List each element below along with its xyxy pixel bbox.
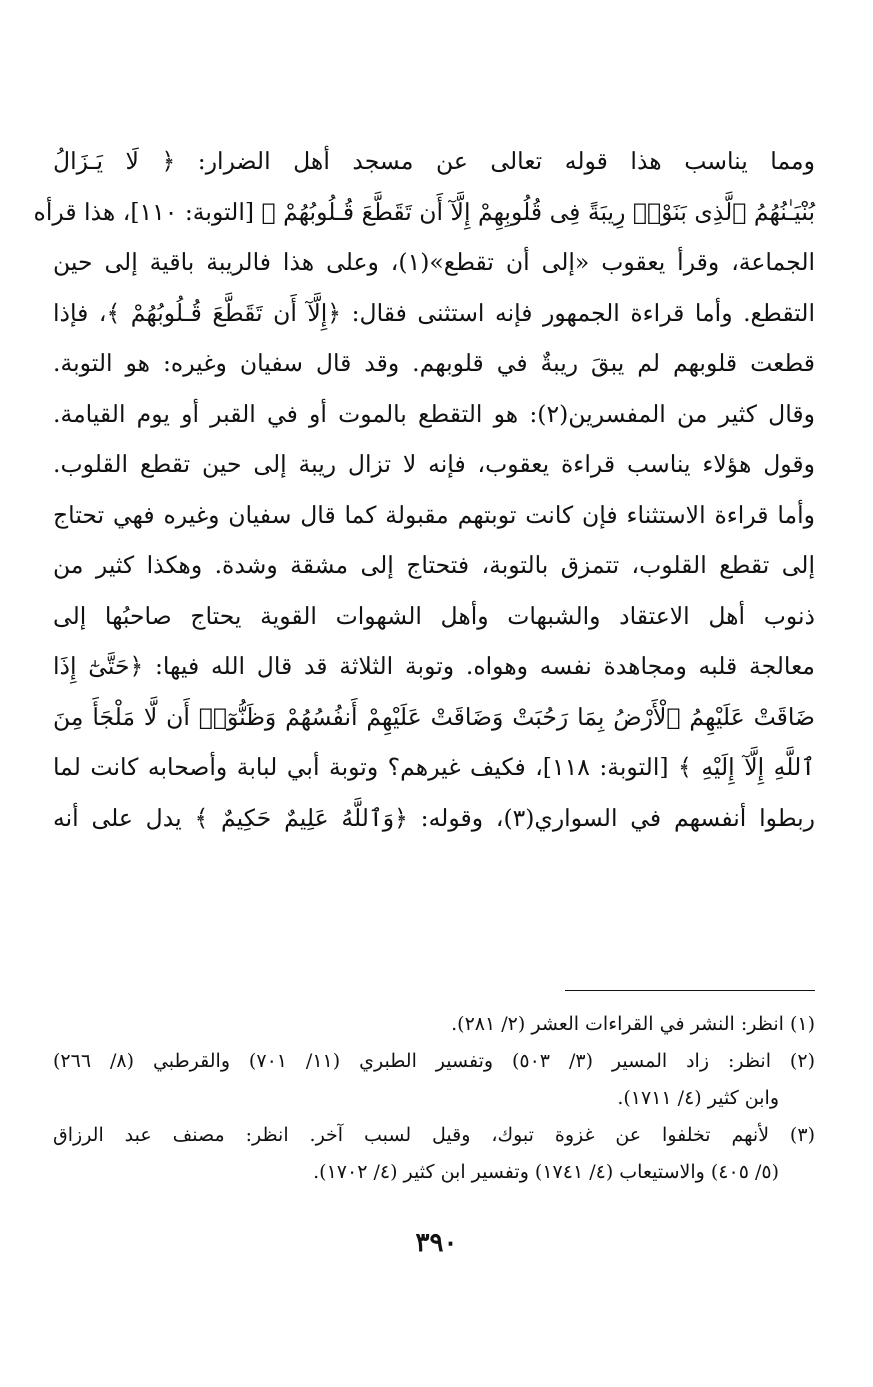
text-line: التقطع. وأما قراءة الجمهور فإنه استثنى فقال: ﴿إِلَّآ أَن تَقَطَّعَ قُـلُوبُهُمْ ﴾، فإذا <box>53 298 815 327</box>
text-line: الجماعة، وقرأ يعقوب «إلى أن تقطع»(١)، وعلى هذا فالريبة باقية إلى حين <box>53 248 816 276</box>
text-line: ومما يناسب هذا قوله تعالى عن مسجد أهل الضرار: ﴿ لَا يَـزَالُ <box>53 147 815 175</box>
text-line: ضَاقَتْ عَلَيْهِمُ ٱلْأَرْضُ بِمَا رَحُبَتْ وَضَاقَتْ عَلَيْهِمْ أَنفُسُهُمْ وَظَنُّوٓا۟ أَن لَّا مَلْجَأَ مِنَ <box>53 702 815 731</box>
text-line: وأما قراءة الاستثناء فإن كانت توبتهم مقبولة كما قال سفيان وغيره فهي تحتاج <box>53 500 815 529</box>
text-line: معالجة قلبه ومجاهدة نفسه وهواه. وتوبة الثلاثة قد قال الله فيها: ﴿حَتَّىٰٓ إِذَا <box>53 652 815 680</box>
text-line: ٱللَّهِ إِلَّآ إِلَيْهِ ﴾ [التوبة: ١١٨]، فكيف غيرهم؟ وتوبة أبي لبابة وأصحابه كانت لما <box>53 753 815 781</box>
footnote-separator <box>565 990 815 991</box>
footnote-2: (٢) انظر: زاد المسير (٣/ ٥٠٣) وتفسير الطبري (١١/ ٧٠١) والقرطبي (٨/ ٢٦٦) <box>53 1050 815 1072</box>
text-line: وقال كثير من المفسرين(٢): هو التقطع بالموت أو في القبر أو يوم القيامة. <box>53 399 815 428</box>
text-line: إلى تقطع القلوب، تتمزق بالتوبة، فتحتاج إلى مشقة وشدة. وهكذا كثير من <box>53 551 815 579</box>
footnote-2-continuation: وابن كثير (٤/ ١٧١١). <box>617 1087 779 1109</box>
text-line: بُنْيَـٰنُهُمُ ٱلَّذِى بَنَوْا۟ رِيبَةً فِى قُلُوبِهِمْ إِلَّآ أَن تَقَطَّعَ قُـلُوبُهُمْ ﴾ [التوبة: ١١٠]، هذا قرأه <box>33 197 815 226</box>
text-line: ذنوب أهل الاعتقاد والشبهات وأهل الشهوات القوية يحتاج صاحبُها إلى <box>53 601 815 630</box>
main-text <box>33 136 816 843</box>
footnote-3: (٣) لأنهم تخلفوا عن غزوة تبوك، وقيل لسبب آخر. انظر: مصنف عبد الرزاق <box>53 1124 815 1146</box>
text-line: قطعت قلوبهم لم يبقَ ريبةٌ في قلوبهم. وقد قال سفيان وغيره: هو التوبة. <box>53 349 815 377</box>
footnotes <box>53 1006 815 1191</box>
footnote-3-continuation: (٥/ ٤٠٥) والاستيعاب (٤/ ١٧٤١) وتفسير ابن كثير (٤/ ١٧٠٢). <box>313 1161 779 1183</box>
text-line: وقول هؤلاء يناسب قراءة يعقوب، فإنه لا تزال ريبة إلى حين تقطع القلوب. <box>53 450 815 478</box>
page-number: ٣٩٠ <box>415 1228 458 1258</box>
text-line: ربطوا أنفسهم في السواري(٣)، وقوله: ﴿وَٱللَّهُ عَلِيمٌ حَكِيمٌ ﴾ يدل على أنه <box>53 803 815 832</box>
footnote-1: (١) انظر: النشر في القراءات العشر (٢/ ٢٨١). <box>451 1013 815 1035</box>
